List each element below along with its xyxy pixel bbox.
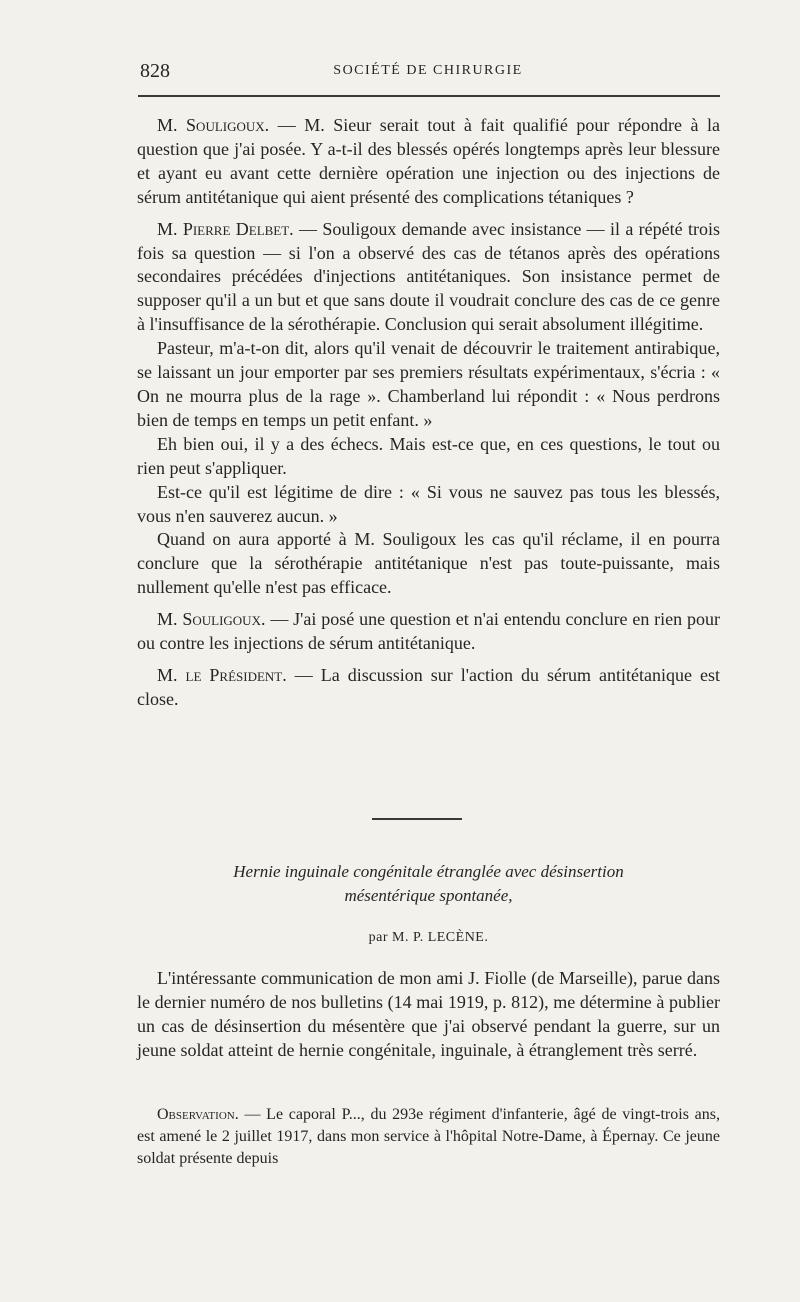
paragraph-text: Quand on aura apporté à M. Souligoux les cas qu'il réclame, il en pourra conclure que la sérothérapie antitétanique n'est pas toute-puissante, mais nullement qu'elle n'est pas efficace. <box>137 529 720 598</box>
observation-paragraph <box>137 1104 720 1170</box>
paragraph-text: Pasteur, m'a-t-on dit, alors qu'il venait de découvrir le traitement antirabique, se laissant un jour emporter par ses premiers résultats expérimentaux, s'écria : « On ne mourra plus de la rage ». Chamberland lui répondit : « Nous perdrons bien de temps en temps un petit enfant. » <box>137 338 720 430</box>
paragraph-souligoux-question <box>137 114 720 210</box>
article-byline: par M. P. LECÈNE. <box>368 930 489 945</box>
running-title: SOCIÉTÉ DE CHIRURGIE <box>333 63 523 78</box>
page-header <box>136 60 720 88</box>
speaker-name: M. Pierre Delbet. <box>157 218 294 239</box>
speaker-name: M. Souligoux. <box>157 609 266 630</box>
paragraph-text: — M. Sieur serait tout à fait qualifié pour répondre à la question que j'ai posée. Y a-t-il des blessés opérés longtemps après leur blessure et ayant eu avant cette dernière opération une injection ou des injections de sérum antitétanique qui aient présenté des complications tétaniques ? <box>137 115 720 207</box>
discussion-text <box>137 114 720 712</box>
paragraph-text: — La discussion sur l'action du sérum antitétanique est close. <box>137 664 720 709</box>
paragraph-text: Est-ce qu'il est légitime de dire : « Si vous ne sauvez pas tous les blessés, vous n'en sauverez aucun. » <box>137 481 720 526</box>
paragraph-echecs <box>137 433 720 481</box>
paragraph-text: — J'ai posé une question et n'ai entendu conclure en rien pour ou contre les injections de sérum antitétanique. <box>137 609 720 654</box>
speaker-name: M. le Président. <box>157 664 287 685</box>
section-divider <box>372 818 462 820</box>
paragraph-president <box>137 664 720 712</box>
paragraph-text: — Souligoux demande avec insistance — il a répété trois fois sa question — si l'on a observé des cas de tétanos après des opérations secondaires précédées d'injections antitétaniques. Son insistance permet de supposer qu'il a un but et que sans doute il voudrait conclure des cas de ce genre à l'insuffisance de la sérothérapie. Conclusion qui serait absolument illégitime. <box>137 218 720 335</box>
intro-paragraph: L'intéressante communication de mon ami J. Fiolle (de Marseille), parue dans le dernier numéro de nos bulletins (14 mai 1919, p. 812), me détermine à publier un cas de désinsertion du mésentère que j'ai observé pendant la guerre, sur un jeune soldat atteint de hernie congénitale, inguinale, à étranglement très serré. <box>137 968 720 1060</box>
paragraph-souligoux-reply <box>137 608 720 656</box>
article-title-line-1: Hernie inguinale congénitale étranglée avec désinsertion <box>233 862 624 881</box>
paragraph-text: Eh bien oui, il y a des échecs. Mais est-ce que, en ces questions, le tout ou rien peut s'appliquer. <box>137 433 720 478</box>
paragraph-pasteur-anecdote <box>137 337 720 433</box>
observation-label: Observation. <box>157 1106 239 1123</box>
article-title <box>137 860 720 908</box>
paragraph-conclusion <box>137 528 720 600</box>
article-title-line-2: mésentérique spontanée, <box>344 886 513 905</box>
paragraph-legitime <box>137 481 720 529</box>
header-rule <box>138 95 720 97</box>
speaker-name: M. Souligoux. <box>157 115 270 135</box>
page-number: 828 <box>140 60 170 82</box>
article-intro <box>137 966 720 1062</box>
paragraph-delbet-reply <box>137 218 720 338</box>
observation-text: — Le caporal P..., du 293e régiment d'infanterie, âgé de vingt-trois ans, est amené le 2 juillet 1917, dans mon service à l'hôpital Notre-Dame, à Épernay. Ce jeune soldat présente depuis <box>137 1106 720 1167</box>
observation-block <box>137 1104 720 1170</box>
